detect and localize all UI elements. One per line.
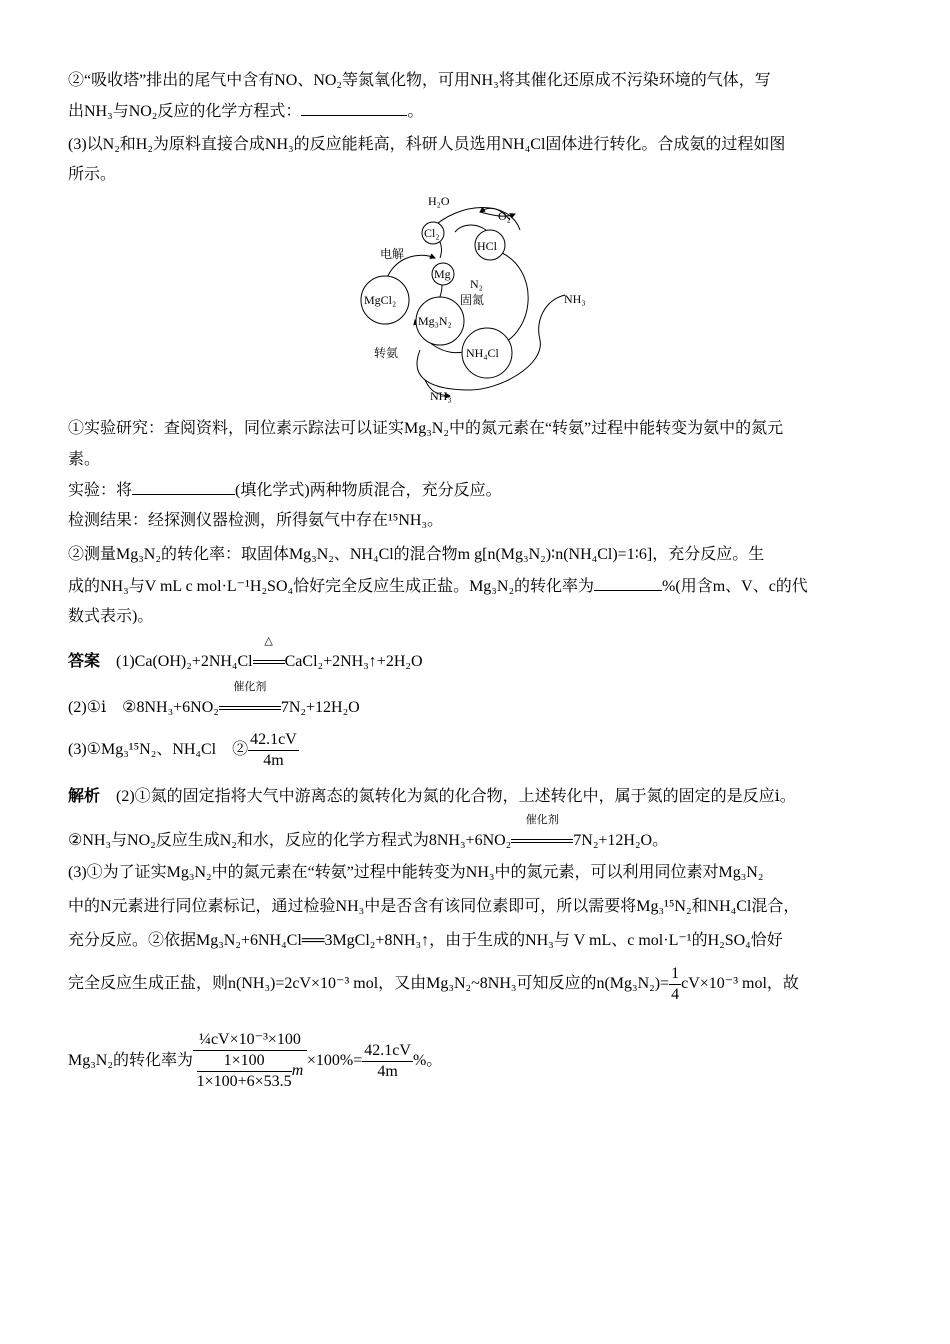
answer-3-fraction <box>248 730 299 771</box>
ammonia-synthesis-diagram <box>350 190 610 405</box>
part2-line2 <box>68 576 808 598</box>
dianjie-label: 电解 <box>380 247 405 261</box>
answer-3 <box>68 728 299 772</box>
rate-blank[interactable] <box>594 576 662 591</box>
experiment-text-end: (填化学式)两种物质混合，充分反应。 <box>235 482 502 499</box>
experiment-text: 实验：将 <box>68 482 133 499</box>
analysis-p1: (2)①氮的固定指将大气中游离态的氮转化为氮的化合物，上述转化中，属于氮的固定的是反应ⅰ。 <box>116 788 796 805</box>
analysis-4-end: %。 <box>412 1052 443 1069</box>
quarter-fraction <box>669 964 681 1005</box>
mg-label: Mg <box>434 267 451 281</box>
analysis-3-line2: 中的N元素进行同位素标记，通过检验NH₃中是否含有该同位素即可，所以需要将Mg₃¹⁵N₂和NH₄Cl混合， <box>68 898 800 915</box>
part1-line1: ①实验研究：查阅资料，同位素示踪法可以证实Mg₃N₂中的氮元素在“转氨”过程中能转变为氨中的氮元 <box>68 420 784 437</box>
heat-condition <box>253 635 285 673</box>
part2-line3: 数式表示)。 <box>68 608 154 625</box>
analysis-3-line4a: 完全反应生成正盐，则n(NH₃)=2cV×10⁻³ mol，又由Mg₃N₂~8NH₃可知反应的n(Mg₃N₂)= <box>68 975 670 992</box>
experiment-line <box>68 480 502 502</box>
guzhuan-label: 固氮 <box>460 293 485 307</box>
answer-3-den: 4m <box>263 751 284 769</box>
q2-2-text: 出NH₃与NO₂反应的化学方程式： <box>68 103 302 120</box>
analysis-1 <box>68 786 796 808</box>
answer-3-num: 42.1cV <box>248 730 299 751</box>
experiment-blank[interactable] <box>132 480 235 495</box>
part1-line2: 素。 <box>68 451 101 468</box>
rate-big-num: ¼cV×10⁻³×100 <box>193 1030 307 1051</box>
rate-inner-fraction <box>197 1051 292 1092</box>
detect-line: 检测结果：经探测仪器检测，所得氨气中存在¹⁵NH₃。 <box>68 512 444 529</box>
h2o-label: H₂O <box>428 194 450 208</box>
answer-2 <box>68 681 360 719</box>
cl2-label: Cl₂ <box>424 226 440 240</box>
catalyst-condition-2 <box>511 814 573 852</box>
cl2-link <box>440 242 442 258</box>
q3-line1: (3)以N₂和H₂为原料直接合成NH₃的反应能耗高，科研人员选用NH₄Cl固体进行转化。合成氨的过程如图 <box>68 136 786 153</box>
rate-inner-m: m <box>291 1062 304 1080</box>
answer-1 <box>68 635 423 673</box>
part2-line1: ②测量Mg₃N₂的转化率：取固体Mg₃N₂、NH₄Cl的混合物m g[n(Mg₃N₂)∶n(NH₄Cl)=1∶6]，充分反应。生 <box>68 546 765 563</box>
analysis-2 <box>68 814 669 852</box>
analysis-label: 解析 <box>68 788 101 805</box>
q2-2-end: 。 <box>407 103 424 120</box>
nh3-right-label: NH₃ <box>564 292 586 306</box>
analysis-4 <box>68 1016 442 1106</box>
answer-1-right: CaCl₂+2NH₃↑+2H₂O <box>284 653 423 670</box>
quarter-den: 4 <box>671 985 680 1003</box>
catalyst-label-2: 催化剂 <box>525 814 559 826</box>
part2-text: 成的NH₃与V mL c mol·L⁻¹H₂SO₄恰好完全反应生成正盐。Mg₃N₂的转化率为 <box>68 578 595 595</box>
zhuanan-label: 转氨 <box>374 346 399 360</box>
rate-result-fraction <box>362 1041 413 1082</box>
answer-blank[interactable] <box>301 101 407 116</box>
part2-text-end: %(用含m、V、c的代 <box>662 578 808 595</box>
mgcl2-label: MgCl₂ <box>364 293 397 307</box>
nh3-bottom-label: NH₃ <box>430 389 452 403</box>
rate-result-num: 42.1cV <box>362 1041 413 1062</box>
n2-label: N₂ <box>470 277 483 291</box>
catalyst-condition <box>219 681 281 719</box>
o2-label: O₂ <box>498 209 511 223</box>
analysis-p2-right: 7N₂+12H₂O。 <box>573 832 669 849</box>
analysis-4-left: Mg₃N₂的转化率为 <box>68 1052 193 1069</box>
answer-2-right: 7N₂+12H₂O <box>280 699 360 716</box>
analysis-3-line4b: cV×10⁻³ mol，故 <box>681 975 799 992</box>
analysis-p2-left: ②NH₃与NO₂反应生成N₂和水，反应的化学方程式为8NH₃+6NO₂ <box>68 832 512 849</box>
q2-2-line2 <box>68 101 423 123</box>
hcl-to-nh4cl-arc <box>500 252 528 345</box>
rate-big-den <box>193 1051 307 1092</box>
analysis-4-mid: ×100%= <box>306 1052 363 1069</box>
q2-2-line1: ②“吸收塔”排出的尾气中含有NO、NO₂等氮氧化物，可用NH₃将其催化还原成不污染环境的气体，写 <box>68 72 771 89</box>
answer-3-left: (3)①Mg₃¹⁵N₂、NH₄Cl ② <box>68 741 249 758</box>
catalyst-label: 催化剂 <box>233 681 267 693</box>
analysis-3-line4 <box>68 962 799 1006</box>
answer-2-left: (2)①ⅰ ②8NH₃+6NO₂ <box>68 699 219 716</box>
answer-1-left: (1)Ca(OH)₂+2NH₄Cl <box>116 653 253 670</box>
heat-symbol: △ <box>264 635 273 647</box>
rate-inner-num: 1×100 <box>197 1051 292 1072</box>
rate-big-fraction <box>193 1030 307 1092</box>
answer-label: 答案 <box>68 653 101 670</box>
rate-result-den: 4m <box>377 1062 398 1080</box>
hcl-label: HCl <box>477 239 498 253</box>
quarter-num: 1 <box>669 964 681 985</box>
analysis-3-line3: 充分反应。②依据Mg₃N₂+6NH₄Cl══3MgCl₂+8NH₃↑，由于生成的NH₃与 V mL、c mol·L⁻¹的H₂SO₄恰好 <box>68 932 783 949</box>
mg3n2-label: Mg₃N₂ <box>418 314 452 328</box>
nh4cl-label: NH₄Cl <box>466 346 499 360</box>
q3-line2: 所示。 <box>68 166 117 183</box>
analysis-3-line1: (3)①为了证实Mg₃N₂中的氮元素在“转氨”过程中能转变为NH₃中的氮元素，可以利用同位素对Mg₃N₂ <box>68 864 764 881</box>
rate-inner-den: 1×100+6×53.5 <box>196 1073 292 1091</box>
